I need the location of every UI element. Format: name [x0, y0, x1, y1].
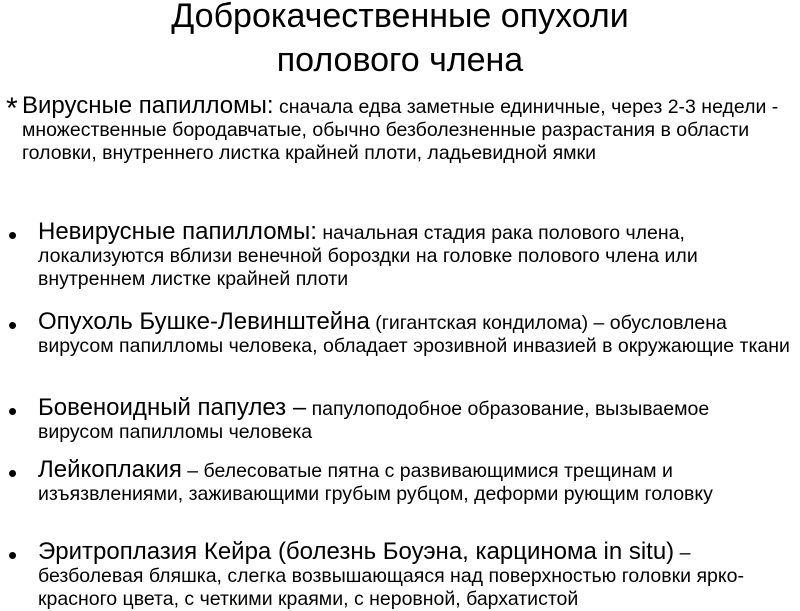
bullet-icon: •: [8, 220, 18, 250]
slide-title: [0, 0, 800, 82]
slide-title-line-2: полового члена: [276, 41, 524, 79]
slide-title-line-1: Доброкачественные опухоли: [171, 0, 629, 35]
list-item-text: [22, 94, 790, 165]
bullet-icon: •: [8, 458, 18, 488]
list-item-body: (гигантская кондилома) – обусловлена вирусом папилломы человека, обладает эрозивной инвазией в окружающие ткани: [38, 312, 790, 357]
list-item-body: начальная стадия рака полового члена, локализуются вблизи венечной бороздки на головке полового члена или внутреннем листке крайней плоти: [38, 222, 698, 290]
list-item-body: – безболевая бляшка, слегка возвышающаяся над поверхностью головки ярко-красного цвета, с четкими краями, с неровной, бархатистой: [38, 542, 744, 610]
bullet-icon: •: [8, 540, 18, 570]
list-item-text: [38, 396, 790, 444]
list-item-lead: Вирусные папилломы: [22, 92, 267, 119]
list-item-text: [38, 458, 790, 506]
list-item-body: сначала едва заметные единичные, через 2-3 недели - множественные бородавчатые, обычно безболезненные разрастания в области головки, внутреннего листка крайней плоти, ладьевидной ямки: [22, 96, 779, 164]
list-item-text: [38, 540, 790, 611]
list-item-lead-punct: :: [310, 218, 317, 245]
bullet-icon: •: [8, 310, 18, 340]
list-item-lead: Лейкоплакия: [38, 456, 182, 483]
list-item-text: [38, 220, 790, 291]
list-item-body: папулоподобное образование, вызываемое вирусом папилломы человека: [38, 398, 710, 443]
list-item-lead-punct: :: [266, 92, 274, 119]
list-item-lead: Эритроплазия Кейра (болезнь Боуэна, карцинома in situ): [38, 538, 675, 565]
list-item-body: – белесоватые пятна с развивающимися трещинам и изъязвлениями, заживающими грубым рубцом, деформи рующим головку: [38, 460, 713, 505]
list-item-lead: Опухоль Бушке-Левинштейна: [38, 308, 370, 335]
list-item-lead: Невирусные папилломы: [38, 218, 311, 245]
list-item-lead: Бовеноидный папулез: [38, 394, 287, 421]
asterisk-marker: *: [6, 92, 18, 125]
list-item-lead-punct: –: [286, 394, 307, 421]
list-item-text: [38, 310, 790, 358]
bullet-icon: •: [8, 396, 18, 426]
